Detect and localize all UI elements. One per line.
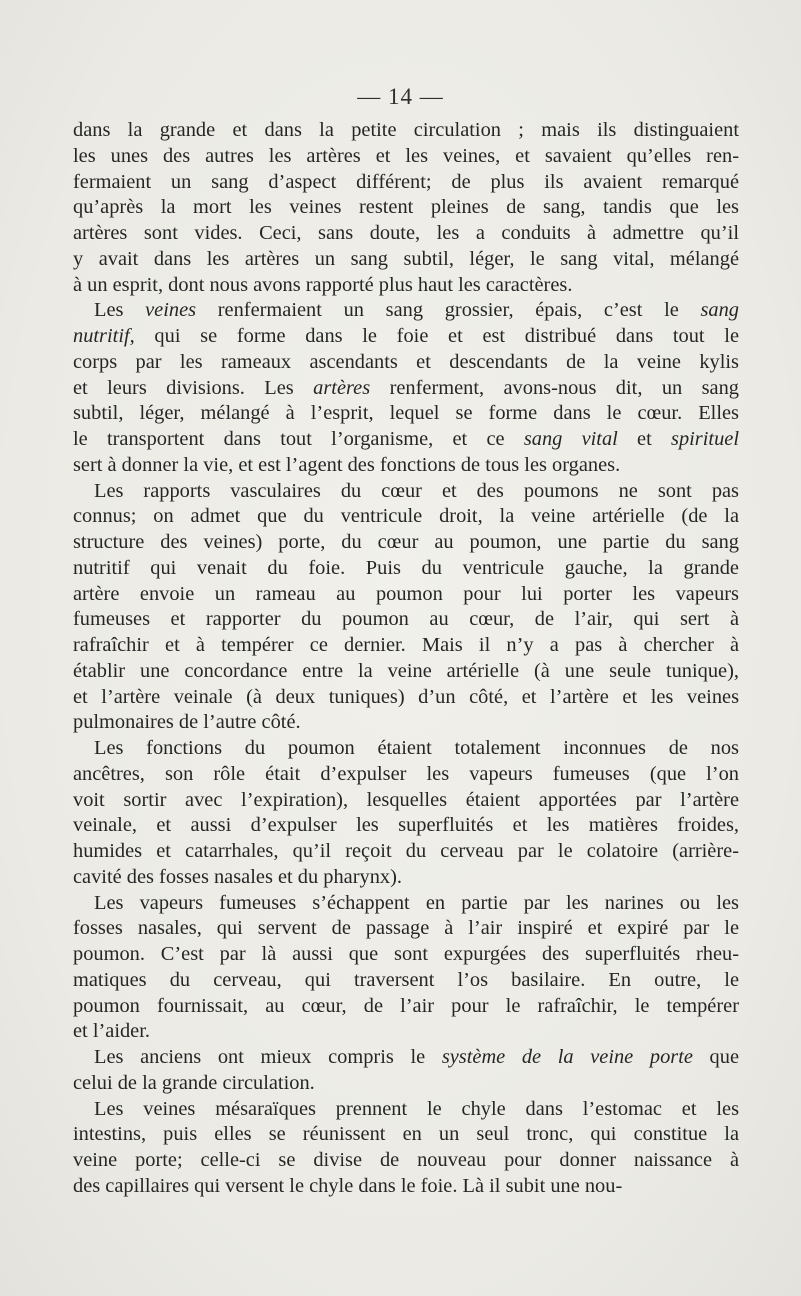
text-line xyxy=(73,324,739,350)
text-run: voit sortir avec l’expiration), lesquelles étaient apportées par l’artère xyxy=(73,788,739,811)
text-run: et xyxy=(617,428,672,450)
text-run: intestins, puis elles se réunissent en un seul tronc, qui constitue la xyxy=(73,1123,739,1146)
text-run: corps par les rameaux ascendants et descendants de la veine kylis xyxy=(73,350,739,373)
text-line xyxy=(73,170,739,196)
text-run: qui se forme dans le foie et est distribué dans tout le xyxy=(134,325,739,347)
text-run: renfermaient un sang grossier, épais, c’est le xyxy=(196,299,701,322)
text-run: Les fonctions du poumon étaient totalement inconnues de nos xyxy=(94,737,739,759)
text-line xyxy=(73,607,739,633)
italic-term: nutritif, xyxy=(73,325,135,347)
text-line xyxy=(73,401,739,427)
text-run: nutritif qui venait du foie. Puis du ventricule gauche, la grande xyxy=(73,556,739,579)
text-run: Les xyxy=(94,299,146,322)
italic-term: sang vital xyxy=(523,428,618,450)
text-line xyxy=(73,659,739,685)
text-line xyxy=(73,942,739,968)
text-line xyxy=(73,710,739,736)
text-line xyxy=(73,479,739,505)
text-run: et l’artère veinale (à deux tuniques) d’un côté, et l’artère et les veines xyxy=(73,685,739,708)
italic-term: spirituel xyxy=(671,428,739,450)
text-line xyxy=(73,865,739,891)
text-line xyxy=(73,144,739,170)
text-run: les unes des autres les artères et les veines, et savaient qu’elles ren- xyxy=(73,144,739,167)
text-run: sert à donner la vie, et est l’agent des fonctions de tous les organes. xyxy=(73,453,621,476)
text-line xyxy=(73,530,739,556)
text-line xyxy=(73,376,739,402)
text-run: dans la grande et dans la petite circulation ; mais ils distinguaient xyxy=(73,119,739,141)
text-run: établir une concordance entre la veine artérielle (à une seule tunique), xyxy=(73,659,739,682)
text-line xyxy=(73,916,739,942)
text-line xyxy=(73,221,739,247)
text-run: à un esprit, dont nous avons rapporté plus haut les caractères. xyxy=(73,273,573,296)
text-run: que xyxy=(692,1046,739,1068)
text-run: cavité des fosses nasales et du pharynx). xyxy=(73,865,402,888)
text-run: et leurs divisions. Les xyxy=(73,376,314,399)
text-line xyxy=(73,633,739,659)
text-run: le transportent dans tout l’organisme, et ce xyxy=(73,428,524,450)
text-line xyxy=(73,1071,739,1097)
text-run: poumon fournissait, au cœur, de l’air pour le rafraîchir, le tempérer xyxy=(73,994,739,1017)
text-run: Les veines mésaraïques prennent le chyle dans l’estomac et les xyxy=(94,1097,739,1120)
text-line xyxy=(73,118,739,144)
text-run: celui de la grande circulation. xyxy=(73,1071,315,1094)
text-line xyxy=(73,1174,739,1200)
text-run: ancêtres, son rôle était d’expulser les vapeurs fumeuses (que l’on xyxy=(73,762,739,785)
text-line xyxy=(73,788,739,814)
text-run: artères sont vides. Ceci, sans doute, les a conduits à admettre qu’il xyxy=(73,222,739,244)
text-line xyxy=(73,839,739,865)
text-run: artère envoie un rameau au poumon pour lui porter les vapeurs xyxy=(73,582,739,605)
text-run: veinale, et aussi d’expulser les superfluités et les matières froides, xyxy=(73,814,739,837)
text-line xyxy=(73,350,739,376)
text-line xyxy=(73,968,739,994)
text-line xyxy=(73,195,739,221)
text-run: structure des veines) porte, du cœur au poumon, une partie du sang xyxy=(73,531,739,553)
text-run: fosses nasales, qui servent de passage à l’air inspiré et expiré par le xyxy=(73,917,739,940)
text-line xyxy=(73,582,739,608)
text-line xyxy=(73,762,739,788)
text-line xyxy=(73,298,739,324)
text-run: matiques du cerveau, qui traversent l’os basilaire. En outre, le xyxy=(73,968,739,991)
text-line xyxy=(73,813,739,839)
text-line xyxy=(73,1097,739,1123)
text-run: connus; on admet que du ventricule droit, la veine artérielle (de la xyxy=(73,505,739,528)
body-text xyxy=(73,118,739,1200)
italic-term: artères xyxy=(313,376,371,399)
text-run: fermaient un sang d’aspect différent; de plus ils avaient remarqué xyxy=(73,170,739,193)
text-line xyxy=(73,504,739,530)
text-line xyxy=(73,453,739,479)
text-run: subtil, léger, mélangé à l’esprit, lequel se forme dans le cœur. Elles xyxy=(73,402,739,425)
italic-term: sang xyxy=(700,299,739,322)
text-run: humides et catarrhales, qu’il reçoit du cerveau par le colatoire (arrière- xyxy=(73,840,739,862)
text-run: renferment, avons-nous dit, un sang xyxy=(370,376,739,399)
text-run: fumeuses et rapporter du poumon au cœur, de l’air, qui sert à xyxy=(73,608,739,631)
text-run: des capillaires qui versent le chyle dans le foie. Là il subit une nou- xyxy=(73,1174,623,1197)
text-line xyxy=(73,736,739,762)
text-line xyxy=(73,891,739,917)
text-line xyxy=(73,556,739,582)
text-line xyxy=(73,1148,739,1174)
text-run: Les anciens ont mieux compris le xyxy=(94,1046,442,1068)
text-line xyxy=(73,1122,739,1148)
text-run: qu’après la mort les veines restent pleines de sang, tandis que les xyxy=(73,196,739,219)
text-line xyxy=(73,994,739,1020)
text-line xyxy=(73,273,739,299)
text-line xyxy=(73,685,739,711)
text-run: et l’aider. xyxy=(73,1020,150,1043)
text-run: pulmonaires de l’autre côté. xyxy=(73,711,301,734)
text-line xyxy=(73,1019,739,1045)
text-run: Les vapeurs fumeuses s’échappent en partie par les narines ou les xyxy=(94,891,739,914)
italic-term: veines xyxy=(145,299,197,322)
text-run: rafraîchir et à tempérer ce dernier. Mais il n’y a pas à chercher à xyxy=(73,634,739,656)
page-number: — 14 — xyxy=(357,84,444,109)
text-run: poumon. C’est par là aussi que sont expurgées des superfluités rheu- xyxy=(73,943,739,965)
italic-term: système de la veine porte xyxy=(441,1046,693,1068)
text-run: Les rapports vasculaires du cœur et des poumons ne sont pas xyxy=(94,479,739,502)
text-run: y avait dans les artères un sang subtil, léger, le sang vital, mélangé xyxy=(73,247,739,270)
text-line xyxy=(73,427,739,453)
text-line xyxy=(73,247,739,273)
text-line xyxy=(73,1045,739,1071)
text-run: veine porte; celle-ci se divise de nouveau pour donner naissance à xyxy=(73,1149,739,1171)
